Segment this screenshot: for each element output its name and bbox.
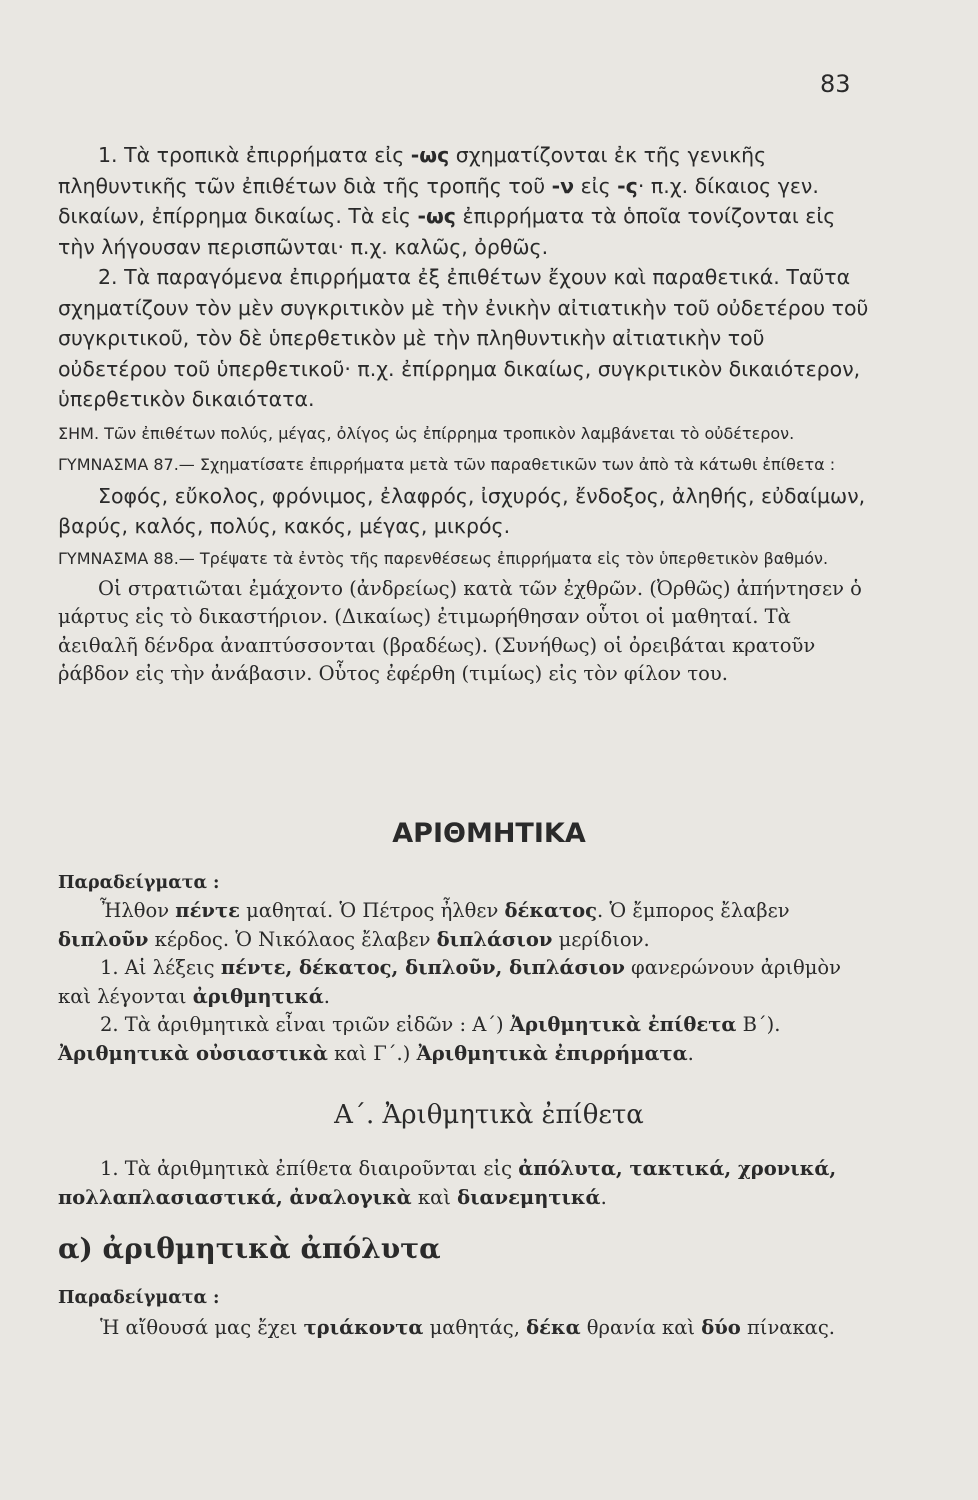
exercise-87-body: Σοφός, εὔκολος, φρόνιμος, ἐλαφρός, ἰσχυρός, ἔνδοξος, ἀληθής, εὐδαίμων, βαρύς, καλός, πολύς, κακός, μέγας, μικρός. (58, 483, 866, 538)
adverbs-section (58, 140, 873, 689)
note: ΣΗΜ. Τῶν ἐπιθέτων πολύς, μέγας, ὀλίγος ὡς ἐπίρρημα τροπικὸν λαμβάνεται τὸ οὐδέτερον. (58, 423, 795, 443)
arithmetic-paragraph-2: 2. Τὰ ἀριθμητικὰ εἶναι τριῶν εἰδῶν : Α΄) Ἀριθμητικὰ ἐπίθετα Β΄). Ἀριθμητικὰ οὐσιαστικὰ καὶ Γ΄.) Ἀριθμητικὰ ἐπιρρήματα. (58, 1013, 781, 1065)
examples-label: Παραδείγματα : (58, 873, 220, 893)
exercise-88-heading: ΓΥΜΝΑΣΜΑ 88.— Τρέψατε τὰ ἐντὸς τῆς παρενθέσεως ἐπιρρήματα εἰς τὸν ὑπερθετικὸν βαθμόν. (58, 548, 829, 568)
arithmetic-section (58, 873, 873, 1068)
cardinal-examples-text: Ἡ αἴθουσά μας ἔχει τριάκοντα μαθητάς, δέκα θρανία καὶ δύο πίνακας. (100, 1316, 835, 1339)
subtitle-numeral-adjectives: Α΄. Ἀριθμητικὰ ἐπίθετα (334, 1100, 644, 1130)
exercise-87-heading: ΓΥΜΝΑΣΜΑ 87.— Σχηματίσατε ἐπιρρήματα μετὰ τῶν παραθετικῶν των ἀπὸ τὰ κάτωθι ἐπίθετα : (58, 454, 836, 474)
arithmetic-title: ΑΡΙΘΜΗΤΙΚΑ (392, 818, 586, 849)
cardinal-examples (58, 1288, 873, 1343)
examples-label-2: Παραδείγματα : (58, 1288, 220, 1308)
arithmetic-paragraph-1: 1. Αἱ λέξεις πέντε, δέκατος, διπλοῦν, διπλάσιον φανερώνουν ἀριθμὸν καὶ λέγονται ἀριθμητικά. (58, 956, 841, 1008)
examples-text: Ἦλθον πέντε μαθηταί. Ὁ Πέτρος ἦλθεν δέκατος. Ὁ ἔμπορος ἔλαβεν διπλοῦν κέρδος. Ὁ Νικόλαος ἔλαβεν διπλάσιον μερίδιον. (58, 899, 790, 951)
paragraph-1: 1. Τὰ τροπικὰ ἐπιρρήματα εἰς -ως σχηματίζονται ἐκ τῆς γενικῆς πληθυντικῆς τῶν ἐπιθέτων διὰ τῆς τροπῆς τοῦ -ν εἰς -ς· π.χ. δίκαιος γεν. δικαίων, ἐπίρρημα δικαίως. Τὰ εἰς -ως ἐπιρρήματα τὰ ὁποῖα τονίζονται εἰς τὴν λήγουσαν περισπῶνται· π.χ. καλῶς, ὀρθῶς. (58, 143, 836, 259)
page-number: 83 (820, 70, 851, 98)
paragraph-2: 2. Τὰ παραγόμενα ἐπιρρήματα ἐξ ἐπιθέτων ἔχουν καὶ παραθετικά. Ταῦτα σχηματίζουν τὸν μὲν συγκριτικὸν μὲ τὴν ἐνικὴν αἰτιατικὴν τοῦ οὐδετέρου τοῦ συγκριτικοῦ, τὸν δὲ ὑπερθετικὸν μὲ τὴν πληθυντικὴν αἰτιατικὴν τοῦ οὐδετέρου τοῦ ὑπερθετικοῦ· π.χ. ἐπίρρημα δικαίως, συγκριτικὸν δικαιότερον, ὑπερθετικὸν δικαιότατα. (58, 265, 869, 411)
numeral-adjectives-text: 1. Τὰ ἀριθμητικὰ ἐπίθετα διαιροῦνται εἰς ἀπόλυτα, τακτικά, χρονικά, πολλαπλασιαστικά, ἀναλογικὰ καὶ διανεμητικά. (58, 1157, 837, 1209)
subtitle-cardinal: α) ἀριθμητικὰ ἀπόλυτα (58, 1232, 441, 1265)
exercise-88-body: Οἱ στρατιῶται ἐμάχοντο (ἀνδρείως) κατὰ τῶν ἐχθρῶν. (Ὀρθῶς) ἀπήντησεν ὁ μάρτυς εἰς τὸ δικαστήριον. (Δικαίως) ἐτιμωρήθησαν οὗτοι οἱ μαθηταί. Τὰ ἀειθαλῆ δένδρα ἀναπτύσσονται (βραδέως). (Συνήθως) οἱ ὀρειβάται κρατοῦν ῥάβδον εἰς τὴν ἀνάβασιν. Οὗτος ἐφέρθη (τιμίως) εἰς τὸν φίλον του. (58, 576, 862, 685)
numeral-adjectives-paragraph (58, 1155, 873, 1212)
